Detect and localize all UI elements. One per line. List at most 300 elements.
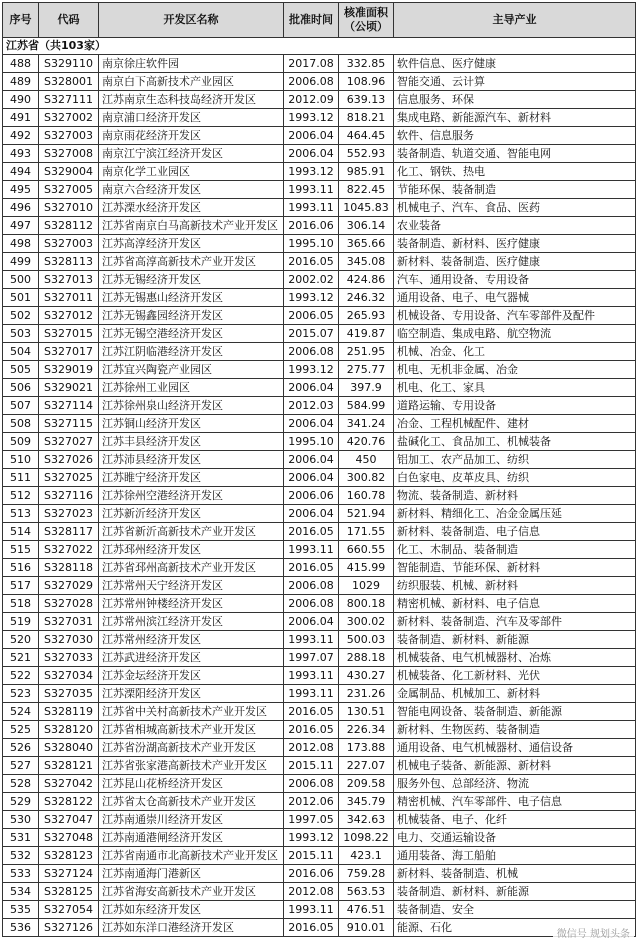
table-row: [3, 271, 636, 289]
cell-code: S327035: [39, 685, 99, 703]
cell-leading-industry: 通用设备、电气机械器材、通信设备: [394, 739, 636, 757]
cell-zone-name: 江苏丰县经济开发区: [99, 433, 284, 451]
cell-index: 524: [3, 703, 39, 721]
cell-zone-name: 南京徐庄软件园: [99, 55, 284, 73]
cell-index: 528: [3, 775, 39, 793]
cell-index: 489: [3, 73, 39, 91]
cell-approved-area: 660.55: [339, 541, 394, 559]
cell-zone-name: 江苏徐州空港经济开发区: [99, 487, 284, 505]
cell-zone-name: 南京浦口经济开发区: [99, 109, 284, 127]
cell-approved-area: 300.82: [339, 469, 394, 487]
cell-approved-area: 415.99: [339, 559, 394, 577]
cell-index: 495: [3, 181, 39, 199]
table-row: [3, 289, 636, 307]
cell-approved-area: 419.87: [339, 325, 394, 343]
cell-leading-industry: 机械、冶金、化工: [394, 343, 636, 361]
cell-leading-industry: 装备制造、新材料、新能源: [394, 631, 636, 649]
cell-approval-date: 1993.12: [284, 829, 339, 847]
table-row: [3, 523, 636, 541]
cell-leading-industry: 物流、装备制造、新材料: [394, 487, 636, 505]
cell-zone-name: 江苏南通崇川经济开发区: [99, 811, 284, 829]
cell-approval-date: 2015.11: [284, 847, 339, 865]
cell-approval-date: 1995.10: [284, 235, 339, 253]
cell-zone-name: 江苏溧阳经济开发区: [99, 685, 284, 703]
cell-approved-area: 300.02: [339, 613, 394, 631]
cell-code: S327126: [39, 919, 99, 937]
cell-leading-industry: 机电、化工、家具: [394, 379, 636, 397]
cell-zone-name: 江苏金坛经济开发区: [99, 667, 284, 685]
cell-zone-name: 江苏江阴临港经济开发区: [99, 343, 284, 361]
cell-approved-area: 639.13: [339, 91, 394, 109]
cell-approved-area: 108.96: [339, 73, 394, 91]
table-row: [3, 739, 636, 757]
cell-approval-date: 2006.08: [284, 775, 339, 793]
cell-index: 530: [3, 811, 39, 829]
table-row: [3, 325, 636, 343]
cell-index: 529: [3, 793, 39, 811]
cell-zone-name: 江苏省中关村高新技术产业开发区: [99, 703, 284, 721]
cell-approved-area: 759.28: [339, 865, 394, 883]
watermark: 微信号 规划头条: [553, 925, 634, 940]
cell-code: S327003: [39, 235, 99, 253]
table-row: [3, 793, 636, 811]
cell-zone-name: 江苏省新沂高新技术产业开发区: [99, 523, 284, 541]
cell-code: S327002: [39, 109, 99, 127]
cell-approved-area: 500.03: [339, 631, 394, 649]
table-row: [3, 73, 636, 91]
cell-code: S327033: [39, 649, 99, 667]
cell-index: 509: [3, 433, 39, 451]
cell-code: S328118: [39, 559, 99, 577]
table-row: [3, 91, 636, 109]
cell-approval-date: 2016.05: [284, 721, 339, 739]
table-row: [3, 235, 636, 253]
cell-code: S327015: [39, 325, 99, 343]
cell-approval-date: 2006.04: [284, 613, 339, 631]
cell-code: S328119: [39, 703, 99, 721]
cell-leading-industry: 装备制造、新材料、新能源: [394, 883, 636, 901]
cell-approved-area: 160.78: [339, 487, 394, 505]
table-row: [3, 199, 636, 217]
cell-code: S328125: [39, 883, 99, 901]
cell-approved-area: 450: [339, 451, 394, 469]
cell-code: S327012: [39, 307, 99, 325]
cell-index: 488: [3, 55, 39, 73]
cell-index: 494: [3, 163, 39, 181]
cell-approval-date: 1993.12: [284, 109, 339, 127]
cell-index: 512: [3, 487, 39, 505]
cell-leading-industry: 精密机械、汽车零部件、电子信息: [394, 793, 636, 811]
document-page: [2, 2, 635, 937]
cell-code: S327013: [39, 271, 99, 289]
cell-zone-name: 江苏常州经济开发区: [99, 631, 284, 649]
cell-leading-industry: 新材料、生物医药、装备制造: [394, 721, 636, 739]
cell-leading-industry: 纺织服装、机械、新材料: [394, 577, 636, 595]
cell-zone-name: 江苏无锡空港经济开发区: [99, 325, 284, 343]
cell-code: S327029: [39, 577, 99, 595]
cell-approval-date: 1993.11: [284, 685, 339, 703]
cell-zone-name: 江苏高淳经济开发区: [99, 235, 284, 253]
cell-leading-industry: 汽车、通用设备、专用设备: [394, 271, 636, 289]
table-row: [3, 919, 636, 937]
table-row: [3, 415, 636, 433]
cell-approved-area: 173.88: [339, 739, 394, 757]
cell-approved-area: 521.94: [339, 505, 394, 523]
cell-approved-area: 251.95: [339, 343, 394, 361]
table-row: [3, 559, 636, 577]
cell-index: 504: [3, 343, 39, 361]
cell-zone-name: 江苏徐州泉山经济开发区: [99, 397, 284, 415]
cell-index: 525: [3, 721, 39, 739]
cell-approval-date: 2016.05: [284, 703, 339, 721]
table-row: [3, 577, 636, 595]
cell-approved-area: 985.91: [339, 163, 394, 181]
cell-approval-date: 1997.07: [284, 649, 339, 667]
cell-leading-industry: 通用装备、海工船舶: [394, 847, 636, 865]
cell-approved-area: 464.45: [339, 127, 394, 145]
cell-zone-name: 南京白下高新技术产业园区: [99, 73, 284, 91]
cell-index: 493: [3, 145, 39, 163]
cell-zone-name: 江苏省南通市北高新技术产业开发区: [99, 847, 284, 865]
cell-index: 501: [3, 289, 39, 307]
cell-code: S327030: [39, 631, 99, 649]
cell-approval-date: 2006.04: [284, 379, 339, 397]
cell-approved-area: 209.58: [339, 775, 394, 793]
cell-code: S327116: [39, 487, 99, 505]
table-row: [3, 811, 636, 829]
cell-zone-name: 江苏无锡鑫园经济开发区: [99, 307, 284, 325]
cell-approval-date: 1993.11: [284, 181, 339, 199]
header-approval-date: 批准时间: [284, 3, 339, 38]
cell-approval-date: 1995.10: [284, 433, 339, 451]
cell-leading-industry: 智能制造、节能环保、新材料: [394, 559, 636, 577]
cell-leading-industry: 机电、无机非金属、冶金: [394, 361, 636, 379]
cell-code: S328121: [39, 757, 99, 775]
cell-approval-date: 1993.11: [284, 667, 339, 685]
cell-approved-area: 246.32: [339, 289, 394, 307]
cell-index: 519: [3, 613, 39, 631]
cell-code: S328122: [39, 793, 99, 811]
table-row: [3, 361, 636, 379]
cell-zone-name: 江苏省张家港高新技术产业开发区: [99, 757, 284, 775]
cell-index: 536: [3, 919, 39, 937]
cell-leading-industry: 新材料、装备制造、机械: [394, 865, 636, 883]
cell-approved-area: 288.18: [339, 649, 394, 667]
cell-approved-area: 130.51: [339, 703, 394, 721]
table-row: [3, 451, 636, 469]
cell-index: 497: [3, 217, 39, 235]
cell-approved-area: 342.63: [339, 811, 394, 829]
cell-code: S327034: [39, 667, 99, 685]
cell-approval-date: 2006.06: [284, 487, 339, 505]
table-row: [3, 469, 636, 487]
cell-approved-area: 910.01: [339, 919, 394, 937]
cell-approval-date: 2012.08: [284, 883, 339, 901]
header-approved-area: 核准面积（公顷）: [339, 3, 394, 38]
cell-approval-date: 2015.07: [284, 325, 339, 343]
cell-approval-date: 2012.09: [284, 91, 339, 109]
cell-code: S327023: [39, 505, 99, 523]
cell-code: S327054: [39, 901, 99, 919]
cell-approved-area: 424.86: [339, 271, 394, 289]
cell-zone-name: 江苏昆山花桥经济开发区: [99, 775, 284, 793]
cell-approved-area: 345.79: [339, 793, 394, 811]
cell-leading-industry: 新材料、装备制造、医疗健康: [394, 253, 636, 271]
cell-code: S328117: [39, 523, 99, 541]
table-row: [3, 829, 636, 847]
cell-index: 499: [3, 253, 39, 271]
table-row: [3, 631, 636, 649]
cell-leading-industry: 金属制品、机械加工、新材料: [394, 685, 636, 703]
cell-zone-name: 江苏省汾湖高新技术产业开发区: [99, 739, 284, 757]
cell-approved-area: 265.93: [339, 307, 394, 325]
cell-code: S327011: [39, 289, 99, 307]
cell-approval-date: 2012.06: [284, 793, 339, 811]
cell-zone-name: 南京六合经济开发区: [99, 181, 284, 199]
cell-approval-date: 2016.05: [284, 253, 339, 271]
cell-index: 534: [3, 883, 39, 901]
cell-code: S327048: [39, 829, 99, 847]
table-row: [3, 901, 636, 919]
table-row: [3, 307, 636, 325]
cell-index: 522: [3, 667, 39, 685]
cell-code: S327010: [39, 199, 99, 217]
cell-leading-industry: 机械装备、电子、化纤: [394, 811, 636, 829]
cell-leading-industry: 集成电路、新能源汽车、新材料: [394, 109, 636, 127]
cell-code: S329004: [39, 163, 99, 181]
cell-index: 498: [3, 235, 39, 253]
cell-approval-date: 2006.05: [284, 307, 339, 325]
cell-index: 531: [3, 829, 39, 847]
cell-approval-date: 2006.08: [284, 577, 339, 595]
cell-index: 533: [3, 865, 39, 883]
cell-leading-industry: 铝加工、农产品加工、纺织: [394, 451, 636, 469]
cell-code: S329019: [39, 361, 99, 379]
cell-index: 520: [3, 631, 39, 649]
cell-approved-area: 420.76: [339, 433, 394, 451]
cell-leading-industry: 智能交通、云计算: [394, 73, 636, 91]
cell-zone-name: 江苏南通港闸经济开发区: [99, 829, 284, 847]
cell-index: 507: [3, 397, 39, 415]
header-code: 代码: [39, 3, 99, 38]
cell-index: 513: [3, 505, 39, 523]
cell-leading-industry: 装备制造、安全: [394, 901, 636, 919]
cell-zone-name: 南京雨花经济开发区: [99, 127, 284, 145]
cell-approval-date: 2017.08: [284, 55, 339, 73]
cell-leading-industry: 机械设备、专用设备、汽车零部件及配件: [394, 307, 636, 325]
cell-index: 518: [3, 595, 39, 613]
table-row: [3, 757, 636, 775]
table-row: [3, 433, 636, 451]
cell-index: 503: [3, 325, 39, 343]
cell-approval-date: 2006.04: [284, 451, 339, 469]
cell-code: S327028: [39, 595, 99, 613]
table-row: [3, 55, 636, 73]
table-row: [3, 181, 636, 199]
cell-approval-date: 2016.06: [284, 217, 339, 235]
cell-approved-area: 226.34: [339, 721, 394, 739]
cell-code: S327022: [39, 541, 99, 559]
cell-zone-name: 江苏常州天宁经济开发区: [99, 577, 284, 595]
cell-leading-industry: 软件、信息服务: [394, 127, 636, 145]
cell-approval-date: 2006.08: [284, 343, 339, 361]
cell-leading-industry: 装备制造、新材料、医疗健康: [394, 235, 636, 253]
cell-approval-date: 2012.03: [284, 397, 339, 415]
section-title: 江苏省（共103家）: [3, 38, 636, 55]
cell-code: S327042: [39, 775, 99, 793]
cell-approval-date: 1993.11: [284, 631, 339, 649]
cell-index: 516: [3, 559, 39, 577]
cell-approval-date: 2006.04: [284, 127, 339, 145]
cell-leading-industry: 新材料、装备制造、汽车及零部件: [394, 613, 636, 631]
cell-index: 490: [3, 91, 39, 109]
cell-approved-area: 397.9: [339, 379, 394, 397]
cell-zone-name: 江苏武进经济开发区: [99, 649, 284, 667]
cell-approval-date: 2006.04: [284, 145, 339, 163]
cell-index: 505: [3, 361, 39, 379]
cell-leading-industry: 冶金、工程机械配件、建材: [394, 415, 636, 433]
cell-approval-date: 2006.08: [284, 595, 339, 613]
cell-index: 491: [3, 109, 39, 127]
cell-zone-name: 江苏沛县经济开发区: [99, 451, 284, 469]
cell-leading-industry: 机械装备、电气机械器材、冶炼: [394, 649, 636, 667]
cell-approved-area: 822.45: [339, 181, 394, 199]
cell-code: S327047: [39, 811, 99, 829]
cell-approved-area: 552.93: [339, 145, 394, 163]
cell-index: 523: [3, 685, 39, 703]
cell-approval-date: 2012.08: [284, 739, 339, 757]
cell-code: S328113: [39, 253, 99, 271]
cell-code: S327031: [39, 613, 99, 631]
cell-index: 514: [3, 523, 39, 541]
cell-code: S327005: [39, 181, 99, 199]
cell-approval-date: 1993.11: [284, 541, 339, 559]
table-row: [3, 685, 636, 703]
cell-approved-area: 231.26: [339, 685, 394, 703]
cell-leading-industry: 新材料、精细化工、冶金金属压延: [394, 505, 636, 523]
cell-index: 535: [3, 901, 39, 919]
cell-code: S329110: [39, 55, 99, 73]
table-row: [3, 595, 636, 613]
header-zone-name: 开发区名称: [99, 3, 284, 38]
cell-code: S329021: [39, 379, 99, 397]
cell-approved-area: 476.51: [339, 901, 394, 919]
cell-leading-industry: 精密机械、新材料、电子信息: [394, 595, 636, 613]
table-row: [3, 253, 636, 271]
cell-approved-area: 227.07: [339, 757, 394, 775]
cell-leading-industry: 道路运输、专用设备: [394, 397, 636, 415]
cell-zone-name: 江苏南通海门港新区: [99, 865, 284, 883]
cell-index: 496: [3, 199, 39, 217]
table-row: [3, 667, 636, 685]
cell-approval-date: 2016.05: [284, 523, 339, 541]
cell-leading-industry: 农业装备: [394, 217, 636, 235]
table-row: [3, 721, 636, 739]
cell-approval-date: 2006.08: [284, 73, 339, 91]
cell-code: S327111: [39, 91, 99, 109]
cell-code: S327026: [39, 451, 99, 469]
cell-code: S327008: [39, 145, 99, 163]
header-index: 序号: [3, 3, 39, 38]
cell-zone-name: 江苏省南京白马高新技术产业开发区: [99, 217, 284, 235]
cell-zone-name: 江苏省高淳高新技术产业开发区: [99, 253, 284, 271]
table-row: [3, 145, 636, 163]
cell-leading-industry: 临空制造、集成电路、航空物流: [394, 325, 636, 343]
cell-leading-industry: 装备制造、轨道交通、智能电网: [394, 145, 636, 163]
cell-approved-area: 430.27: [339, 667, 394, 685]
cell-approved-area: 341.24: [339, 415, 394, 433]
cell-leading-industry: 机械电子装备、新能源、新材料: [394, 757, 636, 775]
cell-leading-industry: 节能环保、装备制造: [394, 181, 636, 199]
cell-leading-industry: 新材料、装备制造、电子信息: [394, 523, 636, 541]
cell-leading-industry: 机械装备、化工新材料、光伏: [394, 667, 636, 685]
cell-approved-area: 423.1: [339, 847, 394, 865]
cell-zone-name: 江苏徐州工业园区: [99, 379, 284, 397]
cell-leading-industry: 信息服务、环保: [394, 91, 636, 109]
cell-zone-name: 江苏无锡惠山经济开发区: [99, 289, 284, 307]
cell-zone-name: 江苏省邳州高新技术产业开发区: [99, 559, 284, 577]
cell-approved-area: 345.08: [339, 253, 394, 271]
cell-approval-date: 2006.04: [284, 415, 339, 433]
cell-leading-industry: 电力、交通运输设备: [394, 829, 636, 847]
cell-zone-name: 江苏省相城高新技术产业开发区: [99, 721, 284, 739]
cell-code: S327114: [39, 397, 99, 415]
table-row: [3, 883, 636, 901]
cell-index: 506: [3, 379, 39, 397]
cell-approval-date: 2016.05: [284, 559, 339, 577]
cell-leading-industry: 能源、石化: [394, 919, 636, 937]
cell-zone-name: 江苏如东经济开发区: [99, 901, 284, 919]
cell-approval-date: 2002.02: [284, 271, 339, 289]
table-row: [3, 703, 636, 721]
cell-approved-area: 584.99: [339, 397, 394, 415]
cell-index: 508: [3, 415, 39, 433]
cell-approval-date: 1993.12: [284, 361, 339, 379]
header-leading-industry: 主导产业: [394, 3, 636, 38]
cell-code: S327027: [39, 433, 99, 451]
cell-index: 492: [3, 127, 39, 145]
cell-index: 500: [3, 271, 39, 289]
cell-approval-date: 1997.05: [284, 811, 339, 829]
cell-code: S328112: [39, 217, 99, 235]
cell-code: S328001: [39, 73, 99, 91]
cell-approval-date: 2016.05: [284, 919, 339, 937]
table-row: [3, 613, 636, 631]
cell-index: 521: [3, 649, 39, 667]
cell-approved-area: 800.18: [339, 595, 394, 613]
cell-zone-name: 江苏溧水经济开发区: [99, 199, 284, 217]
cell-approval-date: 1993.12: [284, 163, 339, 181]
cell-leading-industry: 智能电网设备、装备制造、新能源: [394, 703, 636, 721]
cell-leading-industry: 化工、木制品、装备制造: [394, 541, 636, 559]
cell-approved-area: 1098.22: [339, 829, 394, 847]
cell-approved-area: 306.14: [339, 217, 394, 235]
cell-zone-name: 江苏邳州经济开发区: [99, 541, 284, 559]
table-row: [3, 127, 636, 145]
cell-zone-name: 江苏铜山经济开发区: [99, 415, 284, 433]
table-row: [3, 775, 636, 793]
cell-index: 517: [3, 577, 39, 595]
cell-approved-area: 1029: [339, 577, 394, 595]
cell-approved-area: 563.53: [339, 883, 394, 901]
table-row: [3, 649, 636, 667]
cell-leading-industry: 化工、钢铁、热电: [394, 163, 636, 181]
cell-index: 511: [3, 469, 39, 487]
cell-code: S328120: [39, 721, 99, 739]
table-row: [3, 379, 636, 397]
cell-code: S327003: [39, 127, 99, 145]
table-row: [3, 343, 636, 361]
